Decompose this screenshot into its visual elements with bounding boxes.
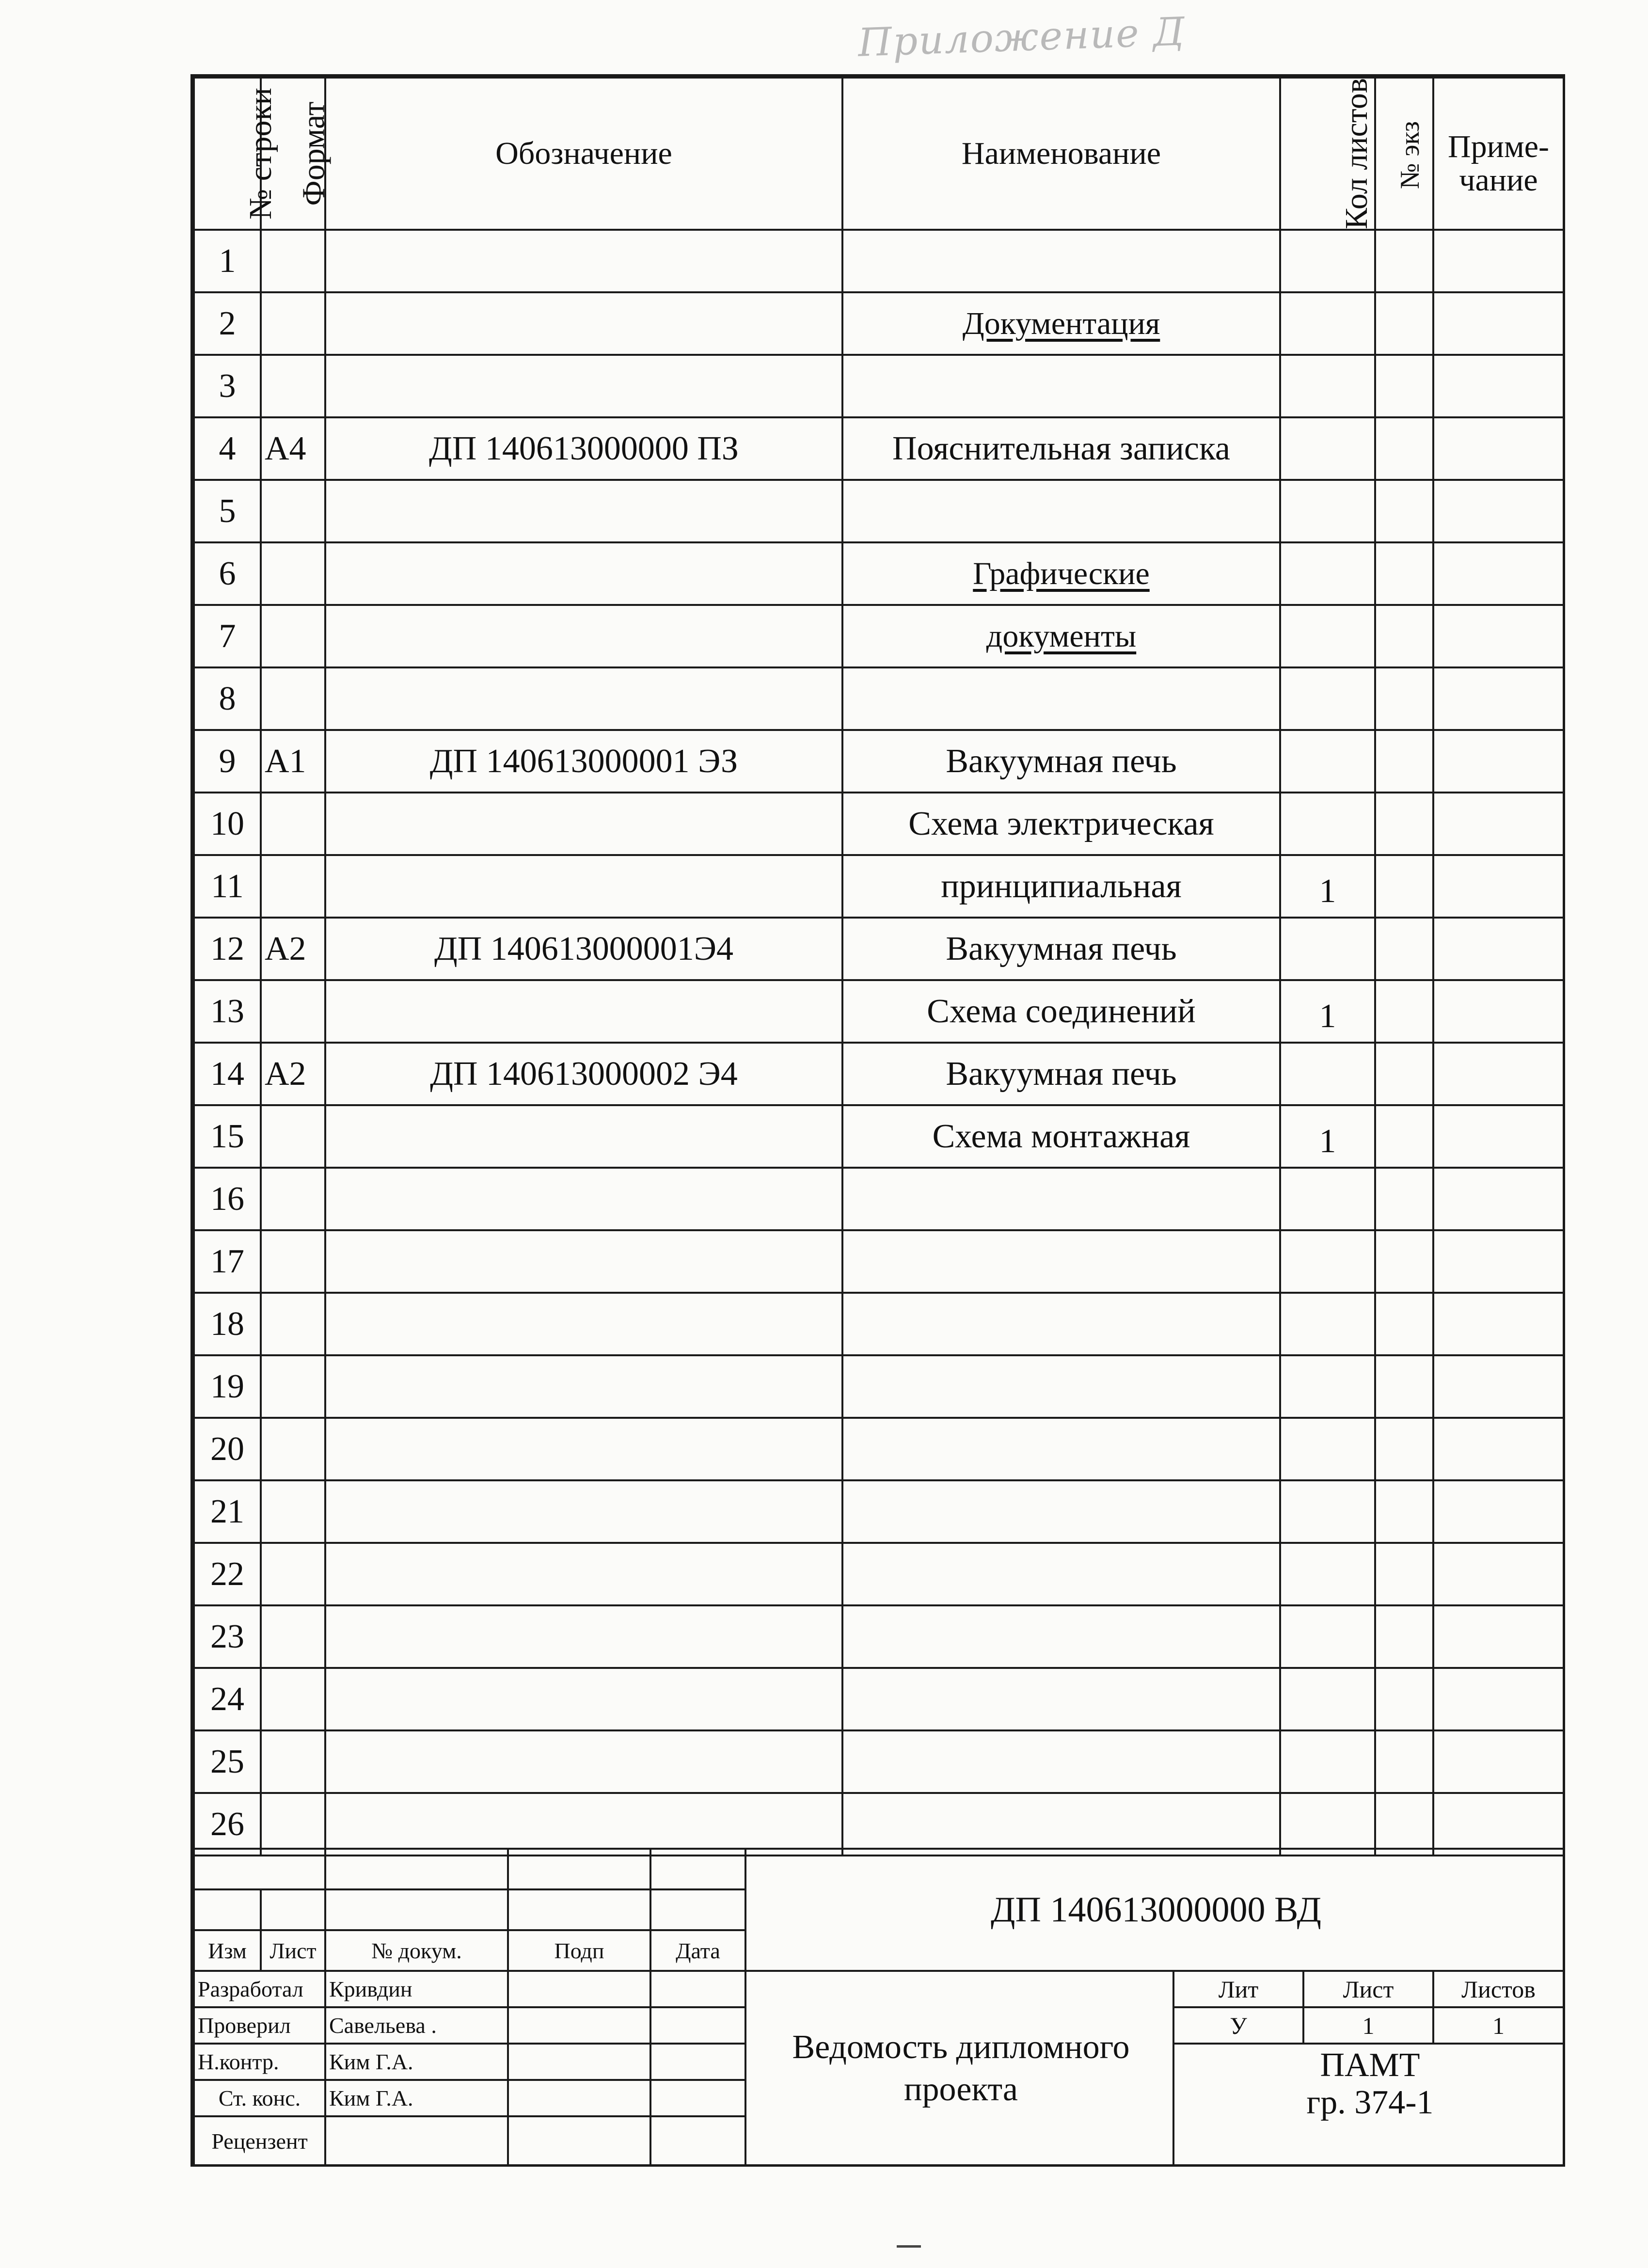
row-designation [325, 1355, 842, 1418]
row-copy-number [1375, 230, 1433, 292]
row-copy-number [1375, 1543, 1433, 1605]
table-row [194, 855, 1564, 918]
row-number: 13 [194, 980, 261, 1043]
row-copy-number [1375, 605, 1433, 667]
row-format [261, 292, 325, 355]
row-copy-number [1375, 1230, 1433, 1293]
row-copy-number [1375, 1168, 1433, 1230]
row-format [261, 1793, 325, 1856]
row-note [1433, 793, 1564, 855]
row-designation [325, 1730, 842, 1793]
row-format: А2 [261, 1043, 325, 1105]
row-sheet-count [1280, 793, 1375, 855]
row-name [842, 1605, 1280, 1668]
title-block [193, 1848, 1565, 2167]
row-number: 1 [194, 230, 261, 292]
row-sheet-count [1280, 1605, 1375, 1668]
row-format [261, 1105, 325, 1168]
row-note [1433, 1793, 1564, 1856]
role-reviewer: Рецензент [194, 2116, 325, 2166]
row-designation [325, 1543, 842, 1605]
table-header-row [194, 78, 1564, 230]
row-name [842, 1355, 1280, 1418]
table-row [194, 417, 1564, 480]
person-developer: Кривдин [325, 1971, 508, 2007]
document-sheet [190, 74, 1565, 2167]
table-row [194, 1168, 1564, 1230]
row-name [842, 1668, 1280, 1730]
row-note [1433, 730, 1564, 793]
row-designation: ДП 140613000000 ПЗ [325, 417, 842, 480]
header-row-number: № строки [194, 78, 261, 230]
pencil-annotation: Приложение Д [857, 9, 1187, 65]
row-designation [325, 1793, 842, 1856]
row-format [261, 1355, 325, 1418]
row-designation: ДП 140613000001Э4 [325, 918, 842, 980]
row-name [842, 1543, 1280, 1605]
document-title: Ведомость дипломного проекта [745, 1971, 1173, 2166]
table-row [194, 1543, 1564, 1605]
row-copy-number [1375, 1793, 1433, 1856]
row-note [1433, 1668, 1564, 1730]
row-note [1433, 417, 1564, 480]
row-name [842, 1480, 1280, 1543]
row-format [261, 1480, 325, 1543]
table-row [194, 1668, 1564, 1730]
row-copy-number [1375, 1605, 1433, 1668]
row-number: 9 [194, 730, 261, 793]
table-row [194, 918, 1564, 980]
row-copy-number [1375, 1418, 1433, 1480]
row-sheet-count [1280, 918, 1375, 980]
row-designation [325, 605, 842, 667]
row-note [1433, 1418, 1564, 1480]
row-name [842, 1730, 1280, 1793]
row-number: 16 [194, 1168, 261, 1230]
col-signature: Подп [508, 1930, 650, 1971]
row-copy-number [1375, 292, 1433, 355]
person-reviewer [325, 2116, 508, 2166]
col-izm: Изм [194, 1930, 261, 1971]
table-row [194, 1480, 1564, 1543]
row-sheet-count [1280, 1293, 1375, 1355]
document-number: ДП 140613000000 ВД [745, 1849, 1564, 1971]
row-copy-number [1375, 1730, 1433, 1793]
row-name: Вакуумная печь [842, 730, 1280, 793]
row-copy-number [1375, 918, 1433, 980]
row-designation [325, 480, 842, 542]
table-row [194, 730, 1564, 793]
row-name [842, 667, 1280, 730]
row-name: Схема монтажная [842, 1105, 1280, 1168]
organization: ПАМТ гр. 374-1 [1173, 2044, 1564, 2166]
row-sheet-count [1280, 355, 1375, 417]
row-number: 8 [194, 667, 261, 730]
role-consultant: Ст. конс. [194, 2080, 325, 2116]
row-number: 25 [194, 1730, 261, 1793]
row-number: 23 [194, 1605, 261, 1668]
sheet-label: Лист [1303, 1971, 1433, 2007]
row-name [842, 355, 1280, 417]
row-sheet-count [1280, 605, 1375, 667]
row-number: 3 [194, 355, 261, 417]
row-sheet-count [1280, 1168, 1375, 1230]
row-note [1433, 1480, 1564, 1543]
row-format [261, 1418, 325, 1480]
row-format [261, 1293, 325, 1355]
row-note [1433, 855, 1564, 918]
row-number: 5 [194, 480, 261, 542]
row-copy-number [1375, 980, 1433, 1043]
table-row [194, 1605, 1564, 1668]
row-designation [325, 1105, 842, 1168]
table-row [194, 1105, 1564, 1168]
row-number: 17 [194, 1230, 261, 1293]
row-format [261, 480, 325, 542]
row-note [1433, 292, 1564, 355]
row-number: 26 [194, 1793, 261, 1856]
row-name: принципиальная [842, 855, 1280, 918]
row-format [261, 1605, 325, 1668]
person-consultant: Ким Г.А. [325, 2080, 508, 2116]
row-sheet-count [1280, 1793, 1375, 1856]
col-doc-number: № докум. [325, 1930, 508, 1971]
row-name: Вакуумная печь [842, 1043, 1280, 1105]
row-format [261, 1668, 325, 1730]
row-copy-number [1375, 855, 1433, 918]
row-number: 20 [194, 1418, 261, 1480]
header-name: Наименование [842, 78, 1280, 230]
row-note [1433, 918, 1564, 980]
row-copy-number [1375, 730, 1433, 793]
role-norm-control: Н.контр. [194, 2044, 325, 2080]
table-row [194, 1730, 1564, 1793]
row-format [261, 230, 325, 292]
row-copy-number [1375, 1105, 1433, 1168]
row-note [1433, 1605, 1564, 1668]
row-format [261, 542, 325, 605]
row-sheet-count [1280, 667, 1375, 730]
row-copy-number [1375, 355, 1433, 417]
row-designation: ДП 140613000001 ЭЗ [325, 730, 842, 793]
row-sheet-count [1280, 292, 1375, 355]
table-row [194, 1230, 1564, 1293]
row-sheet-count [1280, 1480, 1375, 1543]
row-name [842, 1793, 1280, 1856]
row-number: 11 [194, 855, 261, 918]
row-number: 12 [194, 918, 261, 980]
row-number: 18 [194, 1293, 261, 1355]
row-sheet-count: 1 [1280, 980, 1375, 1043]
row-format [261, 1168, 325, 1230]
row-note [1433, 1543, 1564, 1605]
row-designation [325, 855, 842, 918]
row-note [1433, 605, 1564, 667]
row-name [842, 1230, 1280, 1293]
row-note [1433, 1230, 1564, 1293]
row-copy-number [1375, 480, 1433, 542]
table-row [194, 793, 1564, 855]
row-number: 2 [194, 292, 261, 355]
row-note [1433, 980, 1564, 1043]
row-note [1433, 542, 1564, 605]
row-designation [325, 355, 842, 417]
row-number: 7 [194, 605, 261, 667]
row-copy-number [1375, 1668, 1433, 1730]
specification-table [193, 77, 1565, 1856]
row-number: 15 [194, 1105, 261, 1168]
row-name: Схема соединений [842, 980, 1280, 1043]
row-designation [325, 1168, 842, 1230]
row-note [1433, 1293, 1564, 1355]
row-sheet-count [1280, 417, 1375, 480]
table-row [194, 1418, 1564, 1480]
row-designation: ДП 140613000002 Э4 [325, 1043, 842, 1105]
row-format [261, 605, 325, 667]
row-number: 22 [194, 1543, 261, 1605]
row-note [1433, 1043, 1564, 1105]
row-name: Схема электрическая [842, 793, 1280, 855]
row-designation [325, 1293, 842, 1355]
table-row [194, 355, 1564, 417]
role-developer: Разработал [194, 1971, 325, 2007]
table-row [194, 292, 1564, 355]
row-sheet-count [1280, 1230, 1375, 1293]
row-designation [325, 667, 842, 730]
row-designation [325, 1418, 842, 1480]
row-format: А4 [261, 417, 325, 480]
row-designation [325, 542, 842, 605]
sheets-value: 1 [1433, 2007, 1564, 2044]
lit-label: Лит [1173, 1971, 1303, 2007]
row-format [261, 355, 325, 417]
header-copy-number: № экз [1375, 78, 1433, 230]
col-list: Лист [261, 1930, 325, 1971]
row-name [842, 1293, 1280, 1355]
footer-dash [897, 2245, 921, 2248]
row-sheet-count [1280, 1730, 1375, 1793]
header-designation: Обозначение [325, 78, 842, 230]
row-number: 4 [194, 417, 261, 480]
row-note [1433, 480, 1564, 542]
row-copy-number [1375, 1043, 1433, 1105]
header-sheet-count: Кол листов [1280, 78, 1375, 230]
row-name [842, 480, 1280, 542]
row-note [1433, 667, 1564, 730]
header-note: Приме- чание [1433, 78, 1564, 230]
row-sheet-count [1280, 730, 1375, 793]
row-copy-number [1375, 1480, 1433, 1543]
sheet-value: 1 [1303, 2007, 1433, 2044]
row-number: 21 [194, 1480, 261, 1543]
row-format: А2 [261, 918, 325, 980]
row-number: 14 [194, 1043, 261, 1105]
row-sheet-count [1280, 1043, 1375, 1105]
table-row [194, 1793, 1564, 1856]
table-row [194, 1043, 1564, 1105]
row-sheet-count: 1 [1280, 855, 1375, 918]
row-sheet-count [1280, 1355, 1375, 1418]
table-row [194, 667, 1564, 730]
row-name [842, 230, 1280, 292]
row-format [261, 1730, 325, 1793]
sheets-label: Листов [1433, 1971, 1564, 2007]
row-sheet-count [1280, 1418, 1375, 1480]
row-format [261, 793, 325, 855]
row-designation [325, 1480, 842, 1543]
table-row [194, 542, 1564, 605]
row-note [1433, 230, 1564, 292]
row-name [842, 1168, 1280, 1230]
table-row [194, 230, 1564, 292]
row-name: Вакуумная печь [842, 918, 1280, 980]
row-copy-number [1375, 1355, 1433, 1418]
row-sheet-count [1280, 1668, 1375, 1730]
row-name: Графические [842, 542, 1280, 605]
row-number: 24 [194, 1668, 261, 1730]
row-number: 6 [194, 542, 261, 605]
row-format [261, 667, 325, 730]
row-name: Пояснительная записка [842, 417, 1280, 480]
row-number: 10 [194, 793, 261, 855]
row-format [261, 1230, 325, 1293]
row-sheet-count [1280, 542, 1375, 605]
role-checker: Проверил [194, 2007, 325, 2044]
lit-value: У [1173, 2007, 1303, 2044]
row-note [1433, 1105, 1564, 1168]
col-date: Дата [650, 1930, 745, 1971]
header-format: Формат [261, 78, 325, 230]
table-row [194, 1293, 1564, 1355]
row-sheet-count [1280, 1543, 1375, 1605]
row-note [1433, 1355, 1564, 1418]
row-note [1433, 1168, 1564, 1230]
row-designation [325, 1668, 842, 1730]
table-row [194, 605, 1564, 667]
row-copy-number [1375, 667, 1433, 730]
row-note [1433, 1730, 1564, 1793]
table-row [194, 980, 1564, 1043]
row-designation [325, 1230, 842, 1293]
row-copy-number [1375, 542, 1433, 605]
row-designation [325, 793, 842, 855]
row-designation [325, 1605, 842, 1668]
person-checker: Савельева . [325, 2007, 508, 2044]
table-row [194, 1355, 1564, 1418]
row-sheet-count [1280, 230, 1375, 292]
row-format: А1 [261, 730, 325, 793]
row-number: 19 [194, 1355, 261, 1418]
row-designation [325, 980, 842, 1043]
row-name: документы [842, 605, 1280, 667]
row-note [1433, 355, 1564, 417]
row-name: Документация [842, 292, 1280, 355]
row-copy-number [1375, 417, 1433, 480]
row-designation [325, 292, 842, 355]
row-name [842, 1418, 1280, 1480]
row-format [261, 855, 325, 918]
row-sheet-count: 1 [1280, 1105, 1375, 1168]
row-sheet-count [1280, 480, 1375, 542]
row-copy-number [1375, 1293, 1433, 1355]
row-format [261, 1543, 325, 1605]
row-format [261, 980, 325, 1043]
row-copy-number [1375, 793, 1433, 855]
row-designation [325, 230, 842, 292]
person-norm-control: Ким Г.А. [325, 2044, 508, 2080]
table-row [194, 480, 1564, 542]
